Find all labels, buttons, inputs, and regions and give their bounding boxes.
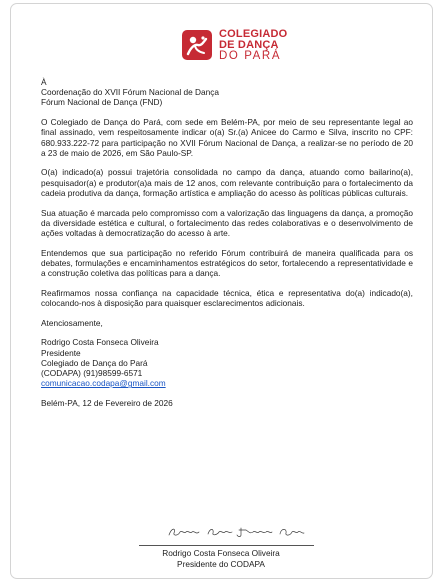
signer-name: Rodrigo Costa Fonseca Oliveira [41,337,159,348]
signer-contact: (CODAPA) (91)98599-6571 [41,367,143,378]
letter-page [10,3,433,579]
paragraph-commitment: Sua atuação é marcada pelo compromisso com a valorização das linguagens da dança, a promoção da diversidade estética e cultural, o fortalecimento das redes colaborativas e o desenvolvimento de ações voltadas à democratização do acesso à arte. [41,207,413,238]
paragraph-trajectory: O(a) indicado(a) possui trajetória consolidada no campo da dança, atuando como bailarino(a), pesquisador(a) e produtor(a)a mais de 12 anos, com relevante contribuição para o fortalecimento da cadeia produtiva da dança, formação artística e ampliação do acesso às políticas públicas culturais. [41,167,413,198]
logo-line-1: COLEGIADO [219,28,288,40]
signature-block [71,548,371,569]
address-line-2: Coordenação do XVII Fórum Nacional de Dança [41,87,220,98]
signer-org: Colegiado de Dança do Pará [41,357,148,368]
logo-line-2: DE DANÇA [219,39,279,51]
letter-body [41,77,413,408]
signer-email-link[interactable]: comunicacao.codapa@gmail.com [41,378,166,389]
paragraph-confidence: Reafirmamos nossa confiança na capacidade técnica, ética e representativa do(a) indicado(a), colocando-nos à disposição para quaisquer esclarecimentos adicionais. [41,287,413,308]
colegiado-logo [182,29,302,63]
logo-line-3: DO PARÁ [219,50,282,62]
signature-line [139,545,314,546]
place-date: Belém-PA, 12 de Fevereiro de 2026 [41,397,173,408]
address-line-3: Fórum Nacional de Dança (FND) [41,97,163,108]
signature-name: Rodrigo Costa Fonseca Oliveira [162,548,280,558]
handwritten-signature [166,524,306,540]
address-line-1: À [41,77,47,87]
signer-role: Presidente [41,347,81,358]
paragraph-indication: O Colegiado de Dança do Pará, com sede em Belém-PA, por meio de seu representante legal ao final assinado, vem respeitosamente indicar o(a) Sr.(a) Anicee do Carmo e Silva, inscrito no CPF: 680.933.222-72 para participação no XVII Fórum Nacional de Dança, a realizar-se no período de 20 a 23 de maio de 2026, em São Paulo-SP. [41,117,413,158]
closing-salutation: Atenciosamente, [41,317,103,328]
dancer-emblem-icon [182,30,212,60]
paragraph-participation: Entendemos que sua participação no referido Fórum contribuirá de maneira qualificada para os debates, formulações e encaminhamentos estratégicos do setor, fortalecendo a representatividade e a construção coletiva das políticas para a dança. [41,247,413,279]
logo-wordmark [219,29,287,62]
signature-title: Presidente do CODAPA [177,558,265,569]
